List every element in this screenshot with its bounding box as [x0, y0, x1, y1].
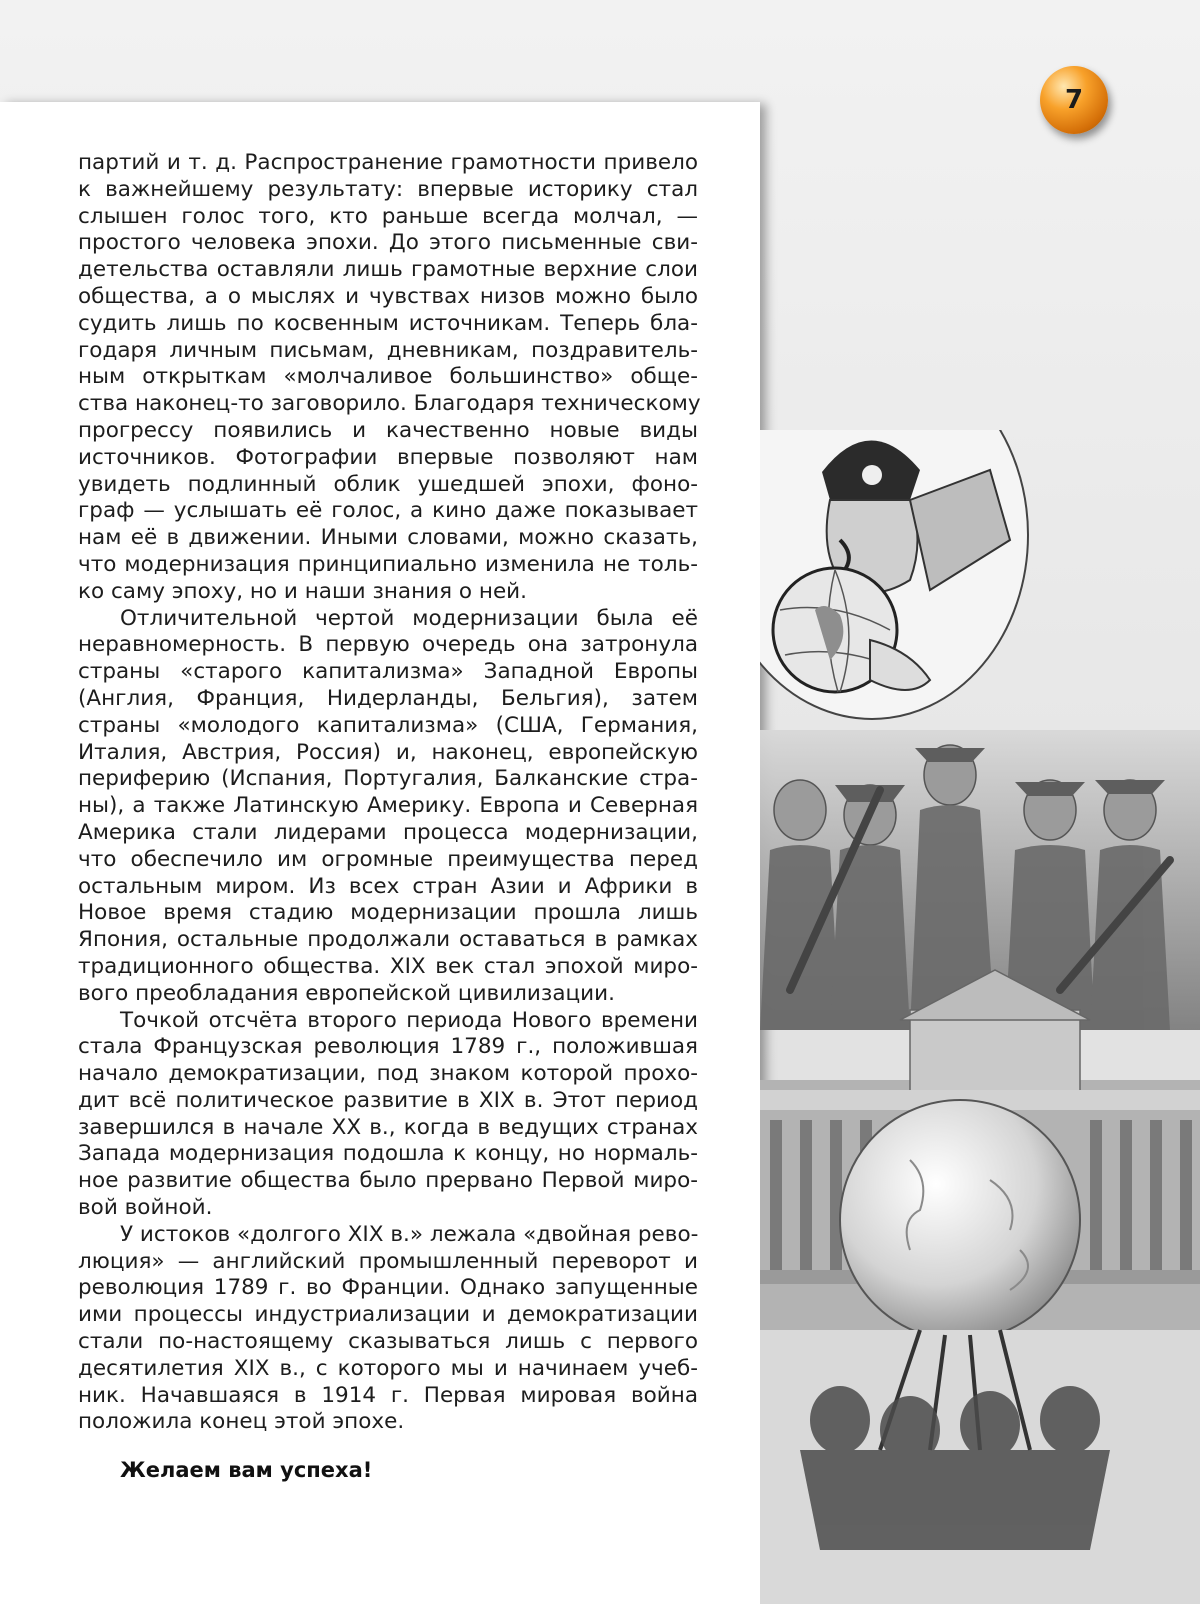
text-line: Америка стали лидерами процесса модернизации,: [78, 819, 698, 845]
text-line: десятилетия XIX в., с которого мы и начинаем учеб-: [78, 1355, 698, 1381]
text-line: завершился в начале XX в., когда в ведущих странах: [78, 1114, 698, 1140]
text-line: остальным миром. Из всех стран Азии и Африки в: [78, 873, 698, 899]
text-line: ко саму эпоху, но и наши знания о ней.: [78, 578, 527, 604]
caricature-medallion: [760, 430, 1028, 719]
text-line: Новое время стадию модернизации прошла лишь: [78, 900, 698, 926]
text-line: страны «старого капитализма» Западной Европы: [78, 659, 698, 685]
giant-ball: [840, 1100, 1080, 1340]
text-line: ими процессы индустриализации и демократизации: [78, 1302, 698, 1328]
text-line: увидеть подлинный облик ушедшей эпохи, фоно-: [78, 471, 698, 497]
crowd-figures: [760, 1330, 1200, 1604]
text-line: общества, а о мыслях и чувствах низов можно было: [78, 283, 698, 309]
text-line: прогрессу появились и качественно новые виды: [78, 417, 698, 443]
text-line: вого преобладания европейской цивилизации.: [78, 980, 615, 1006]
illustration-collage: [760, 430, 1200, 1604]
text-line: ны), а также Латинскую Америку. Европа и Северная: [78, 793, 698, 819]
text-line: традиционного общества. XIX век стал эпохой миро-: [78, 953, 698, 979]
text-line: периферию (Испания, Португалия, Балканские стра-: [78, 766, 698, 792]
text-line: Япония, остальные продолжали оставаться в рамках: [78, 927, 698, 953]
text-line: (Англия, Франция, Нидерланды, Бельгия), затем: [78, 685, 698, 711]
text-line: ства наконец-то заговорило. Благодаря техническому: [78, 391, 701, 417]
text-line: детельства оставляли лишь грамотные верхние слои: [78, 257, 698, 283]
text-line: что модернизация принципиально изменила не толь-: [78, 551, 698, 577]
text-line: страны «молодого капитализма» (США, Германия,: [78, 712, 698, 738]
text-line: Отличительной чертой модернизации была её: [120, 605, 698, 631]
text-line: дит всё политическое развитие в XIX в. Этот период: [78, 1087, 698, 1113]
text-line: стала Французская революция 1789 г., положившая: [78, 1034, 698, 1060]
text-line: начало демократизации, под знаком которой прохо-: [78, 1061, 698, 1087]
page-number: 7: [1040, 66, 1108, 134]
text-line: нам её в движении. Иными словами, можно сказать,: [78, 525, 698, 551]
text-line: Италия, Австрия, Россия) и, наконец, европейскую: [78, 739, 698, 765]
text-line: простого человека эпохи. До этого письменные сви-: [78, 230, 698, 256]
text-line: граф — услышать её голос, а кино даже показывает: [78, 498, 698, 524]
text-line: стали по-настоящему сказываться лишь с первого: [78, 1329, 698, 1355]
text-line: Запада модернизация подошла к концу, но нормаль-: [78, 1141, 698, 1167]
text-line: источников. Фотографии впервые позволяют нам: [78, 444, 698, 470]
text-line: люция» — английский промышленный переворот и: [78, 1248, 698, 1274]
text-line: годаря личным письмам, дневникам, поздравитель-: [78, 337, 698, 363]
text-line: ное развитие общества было прервано Первой миро-: [78, 1168, 698, 1194]
text-line: революция 1789 г. во Франции. Однако запущенные: [78, 1275, 698, 1301]
text-line: положила конец этой эпохе.: [78, 1409, 405, 1435]
closing-wish: Желаем вам успеха!: [120, 1458, 373, 1482]
text-line: ным открыткам «молчаливое большинство» обще-: [78, 364, 698, 390]
text-line: ник. Начавшаяся в 1914 г. Первая мировая война: [78, 1382, 698, 1408]
text-line: к важнейшему результату: впервые историку стал: [78, 176, 698, 202]
text-line: Точкой отсчёта второго периода Нового времени: [120, 1007, 698, 1033]
text-line: У истоков «долгого XIX в.» лежала «двойная рево-: [120, 1221, 699, 1247]
text-line: что обеспечило им огромные преимущества перед: [78, 846, 698, 872]
text-line: вой войной.: [78, 1195, 213, 1221]
text-line: партий и т. д. Распространение грамотности привело: [78, 150, 698, 175]
text-line: неравномерность. В первую очередь она затронула: [78, 632, 698, 658]
text-line: слышен голос того, кто раньше всегда молчал, —: [78, 203, 698, 229]
body-text: [78, 150, 701, 1436]
text-line: судить лишь по косвенным источникам. Теперь бла-: [78, 310, 698, 336]
